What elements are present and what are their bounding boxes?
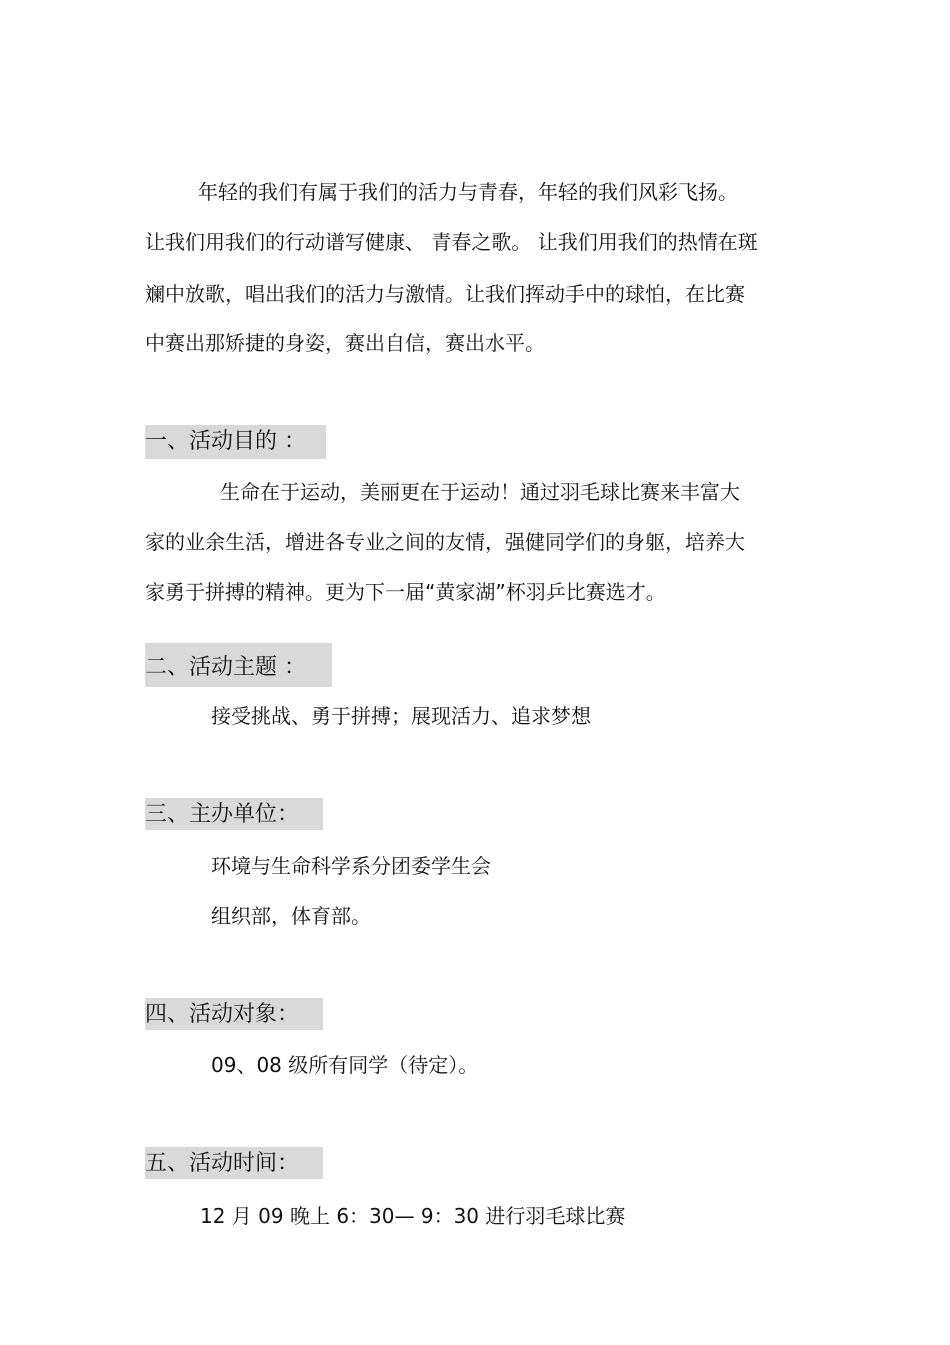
- section-purpose-line-2: 家的业余生活，增进各专业之间的友情，强健同学们的身躯，培养大: [145, 530, 745, 554]
- intro-line-2: 让我们用我们的行动谱写健康、 青春之歌。 让我们用我们的热情在斑: [145, 230, 758, 254]
- section-organizer-line-2: 组织部，体育部。: [211, 904, 371, 928]
- intro-line-3: 斓中放歌，唱出我们的活力与激情。让我们挥动手中的球怕，在比赛: [145, 282, 745, 306]
- section-heading-time: 五、活动时间：: [145, 1147, 323, 1179]
- section-purpose-line-1: 生命在于运动，美丽更在于运动！通过羽毛球比赛来丰富大: [220, 480, 740, 504]
- section-heading-theme: 二、活动主题 ：: [145, 643, 332, 687]
- section-organizer-line-1: 环境与生命科学系分团委学生会: [211, 854, 491, 878]
- section-heading-organizer: 三、主办单位：: [145, 798, 323, 830]
- section-heading-audience: 四、活动对象：: [145, 998, 323, 1030]
- section-purpose-line-3: 家勇于拼搏的精神。更为下一届“黄家湖”杯羽乒比赛选才。: [145, 580, 666, 604]
- section-time-line-1: 12 月 09 晚上 6：30— 9：30 进行羽毛球比赛: [200, 1204, 626, 1228]
- section-theme-line-1: 接受挑战、勇于拼搏；展现活力、追求梦想: [211, 704, 591, 728]
- intro-line-4: 中赛出那矫捷的身姿，赛出自信，赛出水平。: [145, 331, 545, 355]
- section-heading-purpose: 一、活动目的 ：: [145, 425, 326, 459]
- intro-line-1: 年轻的我们有属于我们的活力与青春，年轻的我们风彩飞扬。: [198, 180, 738, 204]
- section-audience-line-1: 09、08 级所有同学（待定）。: [211, 1053, 479, 1077]
